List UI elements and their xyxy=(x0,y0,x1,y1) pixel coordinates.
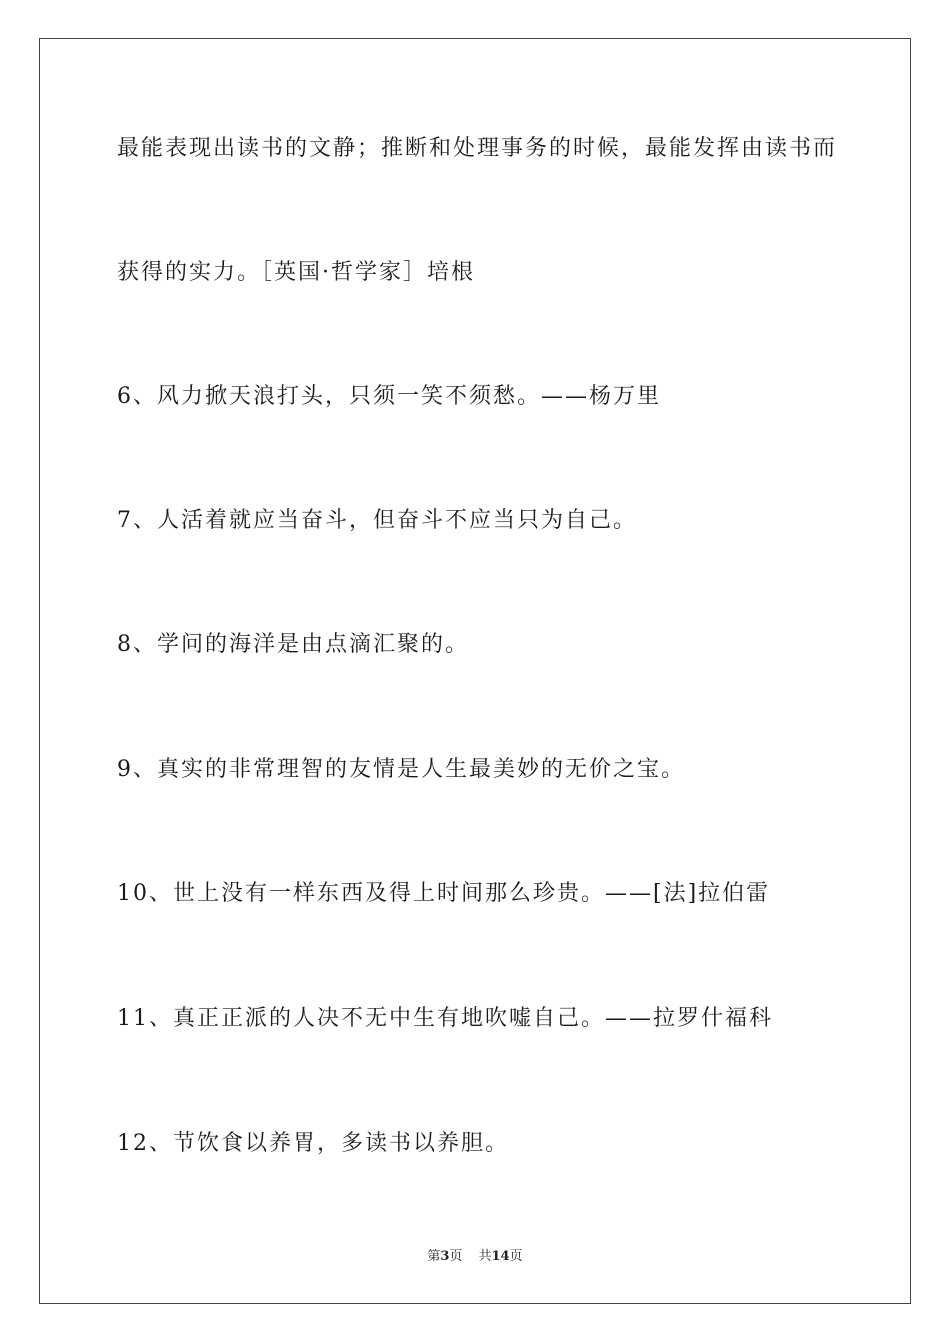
page-border xyxy=(39,38,911,1304)
quote-item-6: 6、风力掀天浪打头，只须一笑不须愁。——杨万里 xyxy=(117,384,661,409)
quote-item-8: 8、学问的海洋是由点滴汇聚的。 xyxy=(117,632,469,657)
page-footer xyxy=(0,1248,950,1266)
page-suffix: 页 xyxy=(449,1249,463,1264)
quote-item-10: 10、世上没有一样东西及得上时间那么珍贵。——[法]拉伯雷 xyxy=(117,881,771,906)
page-prefix: 第 xyxy=(427,1249,441,1264)
quote-item-11: 11、真正正派的人决不无中生有地吹嘘自己。——拉罗什福科 xyxy=(117,1006,773,1031)
text-line-2: 获得的实力。［英国·哲学家］培根 xyxy=(117,260,475,285)
quote-item-7: 7、人活着就应当奋斗，但奋斗不应当只为自己。 xyxy=(117,508,637,533)
total-prefix: 共 xyxy=(478,1249,492,1264)
current-page-number: 3 xyxy=(440,1249,450,1264)
quote-item-9: 9、真实的非常理智的友情是人生最美妙的无价之宝。 xyxy=(117,757,685,782)
total-page-count: 14 xyxy=(491,1249,510,1264)
total-suffix: 页 xyxy=(509,1249,523,1264)
quote-item-12: 12、节饮食以养胃，多读书以养胆。 xyxy=(117,1131,509,1156)
text-line-1: 最能表现出读书的文静；推断和处理事务的时候，最能发挥由读书而 xyxy=(117,136,838,161)
